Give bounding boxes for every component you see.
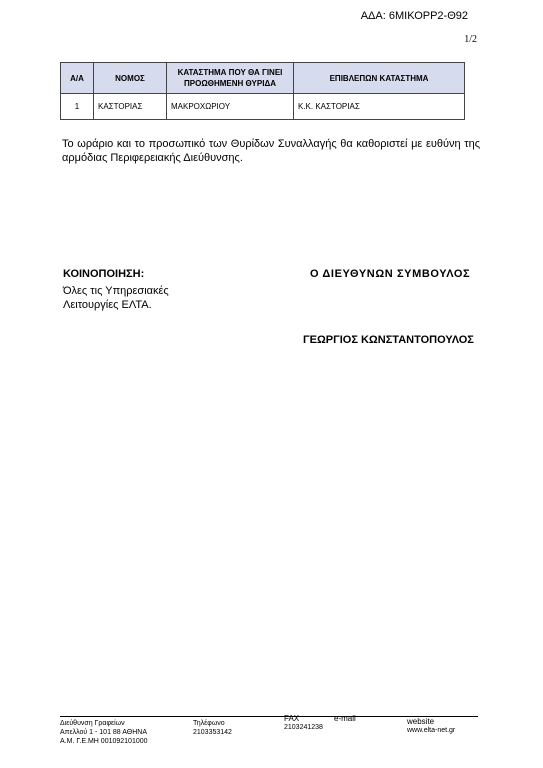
notification-recipients: [63, 284, 169, 312]
footer-phone-block: [193, 719, 232, 737]
column-header: ΚΑΤΑΣΤΗΜΑ ΠΟΥ ΘΑ ΓΙΝΕΙ ΠΡΟΩΘΗΜΕΝΗ ΘΥΡΙΔΑ: [167, 63, 294, 94]
table-cell: ΚΑΣΤΟΡΙΑΣ: [94, 94, 167, 120]
footer-fax-label: FAX: [284, 714, 300, 723]
recipient-line: Λειτουργίες ΕΛΤΑ.: [63, 299, 152, 311]
footer-office-label: Διεύθυνση Γραφείων: [60, 720, 125, 727]
ada-code: ΑΔΑ: 6ΜΙΚΟΡΡ2-Θ92: [360, 10, 468, 22]
signatory-role: Ο ΔΙΕΥΘΥΝΩΝ ΣΥΜΒΟΥΛΟΣ: [310, 268, 471, 280]
footer-registry: Α.Μ. Γ.Ε.ΜΗ 001092101000: [60, 738, 148, 745]
table-header-row: [61, 63, 465, 94]
footer-fax-block: [284, 714, 323, 732]
footer-phone-label: Τηλέφωνο: [193, 720, 225, 727]
page-number: 1/2: [464, 34, 477, 45]
column-header: ΝΟΜΟΣ: [94, 63, 167, 94]
notification-title: ΚΟΙΝΟΠΟΙΗΣΗ:: [63, 268, 145, 280]
footer-email-label: e-mail: [334, 714, 356, 723]
footer-website-label: website: [407, 717, 435, 726]
footer-address-block: [60, 719, 148, 746]
table-cell: Κ.Κ. ΚΑΣΤΟΡΙΑΣ: [294, 94, 465, 120]
recipient-line: Όλες τις Υπηρεσιακές: [63, 285, 169, 297]
branch-table: [60, 62, 465, 120]
column-header: ΕΠΙΒΛΕΠΩΝ ΚΑΤΑΣΤΗΜΑ: [294, 63, 465, 94]
table-cell: 1: [61, 94, 94, 120]
footer-address: Απελλού 1 - 101 88 ΑΘΗΝΑ: [60, 729, 148, 736]
footer-website[interactable]: www.elta-net.gr: [407, 727, 456, 734]
footer-phone: 2103353142: [193, 729, 232, 736]
body-paragraph: Το ωράριο και το προσωπικό των Θυρίδων Συναλλαγής θα καθοριστεί με ευθύνη της αρμόδιας Περιφερειακής Διεύθυνσης.: [62, 138, 480, 164]
signatory-name: ΓΕΩΡΓΙΟΣ ΚΩΝΣΤΑΝΤΟΠΟΥΛΟΣ: [303, 334, 474, 346]
footer-fax: 2103241238: [284, 724, 323, 731]
table-row: [61, 94, 465, 120]
table-cell: ΜΑΚΡΟΧΩΡΙΟΥ: [167, 94, 294, 120]
column-header: Α/Α: [61, 63, 94, 94]
footer-website-block: [407, 717, 455, 735]
